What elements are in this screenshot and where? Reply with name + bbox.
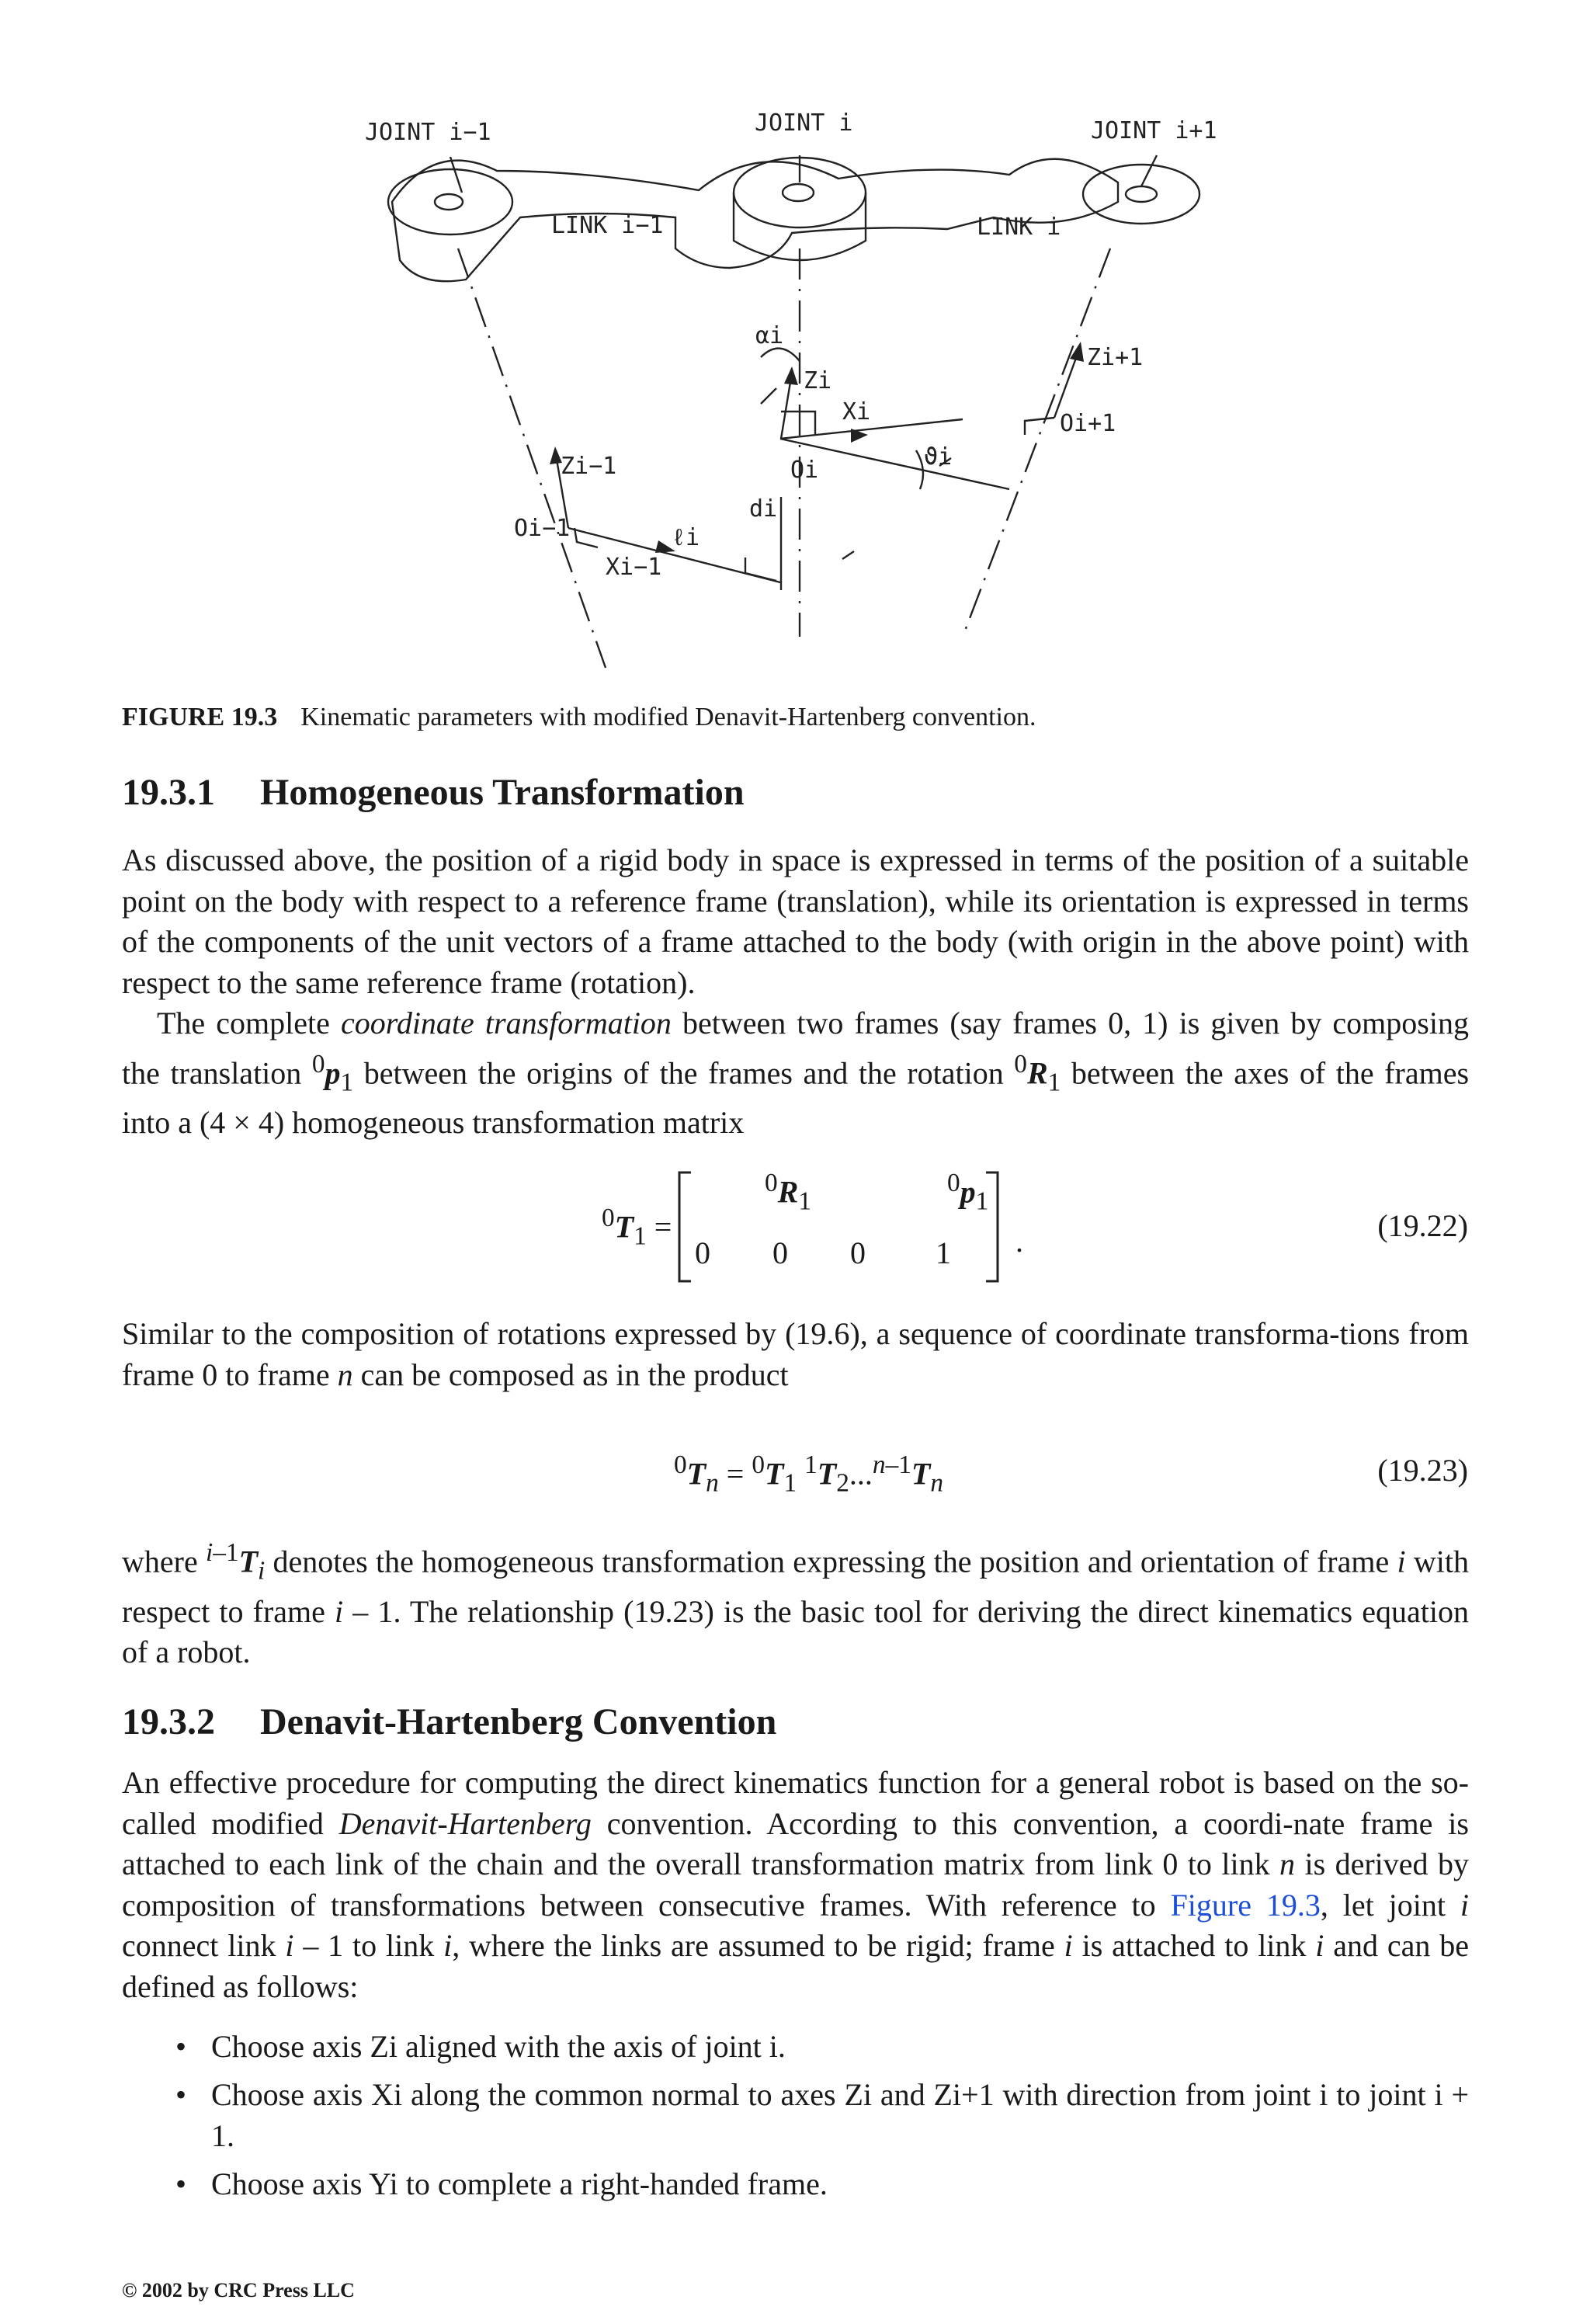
joint-prev-disk — [388, 169, 512, 234]
equation-19-23: $^0T_n = ^0T_1$ $^1T_2...^{n-1}T_n$ — [674, 1450, 944, 1498]
caption-text: Kinematic parameters with modified Denavit-Hartenberg convention. — [300, 703, 1036, 731]
label-alpha: αi — [755, 322, 784, 349]
equation-19-22: $^0T_1$ = $^0R_1$ $^0p_1$ 0 0 0 1 . — [602, 1169, 1036, 1285]
label-z-next: Zi+1 — [1087, 344, 1144, 371]
section-title: Denavit-Hartenberg Convention — [260, 1701, 777, 1742]
label-theta: ϑi — [924, 443, 953, 471]
paragraph: where $^{i-1}T_i$ denotes the homogeneous transformation expressing the position and orientation of frame i with respect to frame i – 1. The relationship (19.23) is the basic tool for deriving the direct kinematics equation of a robot. — [122, 1538, 1469, 1670]
label-link-prev: LINK i−1 — [551, 212, 664, 239]
figure-caption — [122, 703, 1036, 732]
figure-19-3 — [342, 93, 1258, 683]
label-x-prev: Xi−1 — [606, 554, 662, 581]
section-number: 19.3.1 — [122, 772, 215, 813]
figure-link[interactable]: Figure 19.3 — [1170, 1887, 1321, 1923]
section-number: 19.3.2 — [122, 1701, 215, 1742]
section-title: Homogeneous Transformation — [260, 772, 745, 813]
label-d-i: di — [749, 495, 778, 523]
paragraph: As discussed above, the position of a rigid body in space is expressed in terms of the position of a suitable point on the body with respect to a reference frame (translation), while its orientation is expressed in terms of the components of the unit vectors of a frame attached to the body (with origin in the above point) with respect to the same reference frame (rotation). — [122, 842, 1469, 1000]
list-item: • Choose axis Yi to complete a right-handed frame. — [175, 2166, 828, 2201]
paragraph: The complete coordinate transformation between two frames (say frames 0, 1) is given by composing the translation $^0p_1$ between the origins of the frames and the rotation $^0R_1$ between the axes of the frames into a (4 × 4) homogeneous transformation matrix — [122, 1006, 1470, 1141]
label-o-i: Oi — [790, 457, 819, 484]
section-heading-2 — [122, 1700, 776, 1743]
axis-next — [963, 248, 1110, 637]
label-o-prev: Oi−1 — [514, 515, 571, 542]
label-z-i: Zi — [804, 367, 832, 394]
list-item: • Choose axis Zi aligned with the axis of joint i. — [175, 2029, 786, 2064]
label-link-cur: LINK i — [977, 214, 1061, 241]
label-x-i: Xi — [842, 398, 871, 426]
label-joint-cur: JOINT i — [755, 109, 853, 137]
equation-number: (19.22) — [1377, 1208, 1468, 1243]
label-z-prev: Zi−1 — [561, 453, 617, 480]
paragraph: Similar to the composition of rotations expressed by (19.6), a sequence of coordinate transforma-tions from frame 0 to frame n can be composed as in the product — [122, 1316, 1469, 1392]
label-joint-prev: JOINT i−1 — [365, 119, 491, 146]
copyright-footer: © 2002 by CRC Press LLC — [122, 2279, 355, 2301]
caption-label: FIGURE 19.3 — [122, 703, 278, 731]
paragraph: An effective procedure for computing the direct kinematics function for a general robot is based on the so-called modified Denavit-Hartenberg convention. According to this convention, a coordi-nate frame is attached to each link of the chain and the overall transformation matrix from link 0 to link n is derived by composition of transformations between consecutive frames. With reference to Figure 19.3, let joint i connect link i – 1 to link i, where the links are assumed to be rigid; frame i is attached to link i and can be defined as follows: — [122, 1765, 1470, 2004]
label-l-i: ℓi — [672, 524, 700, 551]
list-item: • Choose axis Xi along the common normal to axes Zi and Zi+1 with direction from joint i to joint i + 1. — [175, 2077, 1469, 2153]
equation-number: (19.23) — [1377, 1453, 1468, 1488]
label-joint-next: JOINT i+1 — [1091, 117, 1217, 144]
section-heading-1 — [122, 771, 745, 814]
joint-next-disk — [1083, 165, 1199, 224]
label-o-next: Oi+1 — [1060, 410, 1116, 437]
